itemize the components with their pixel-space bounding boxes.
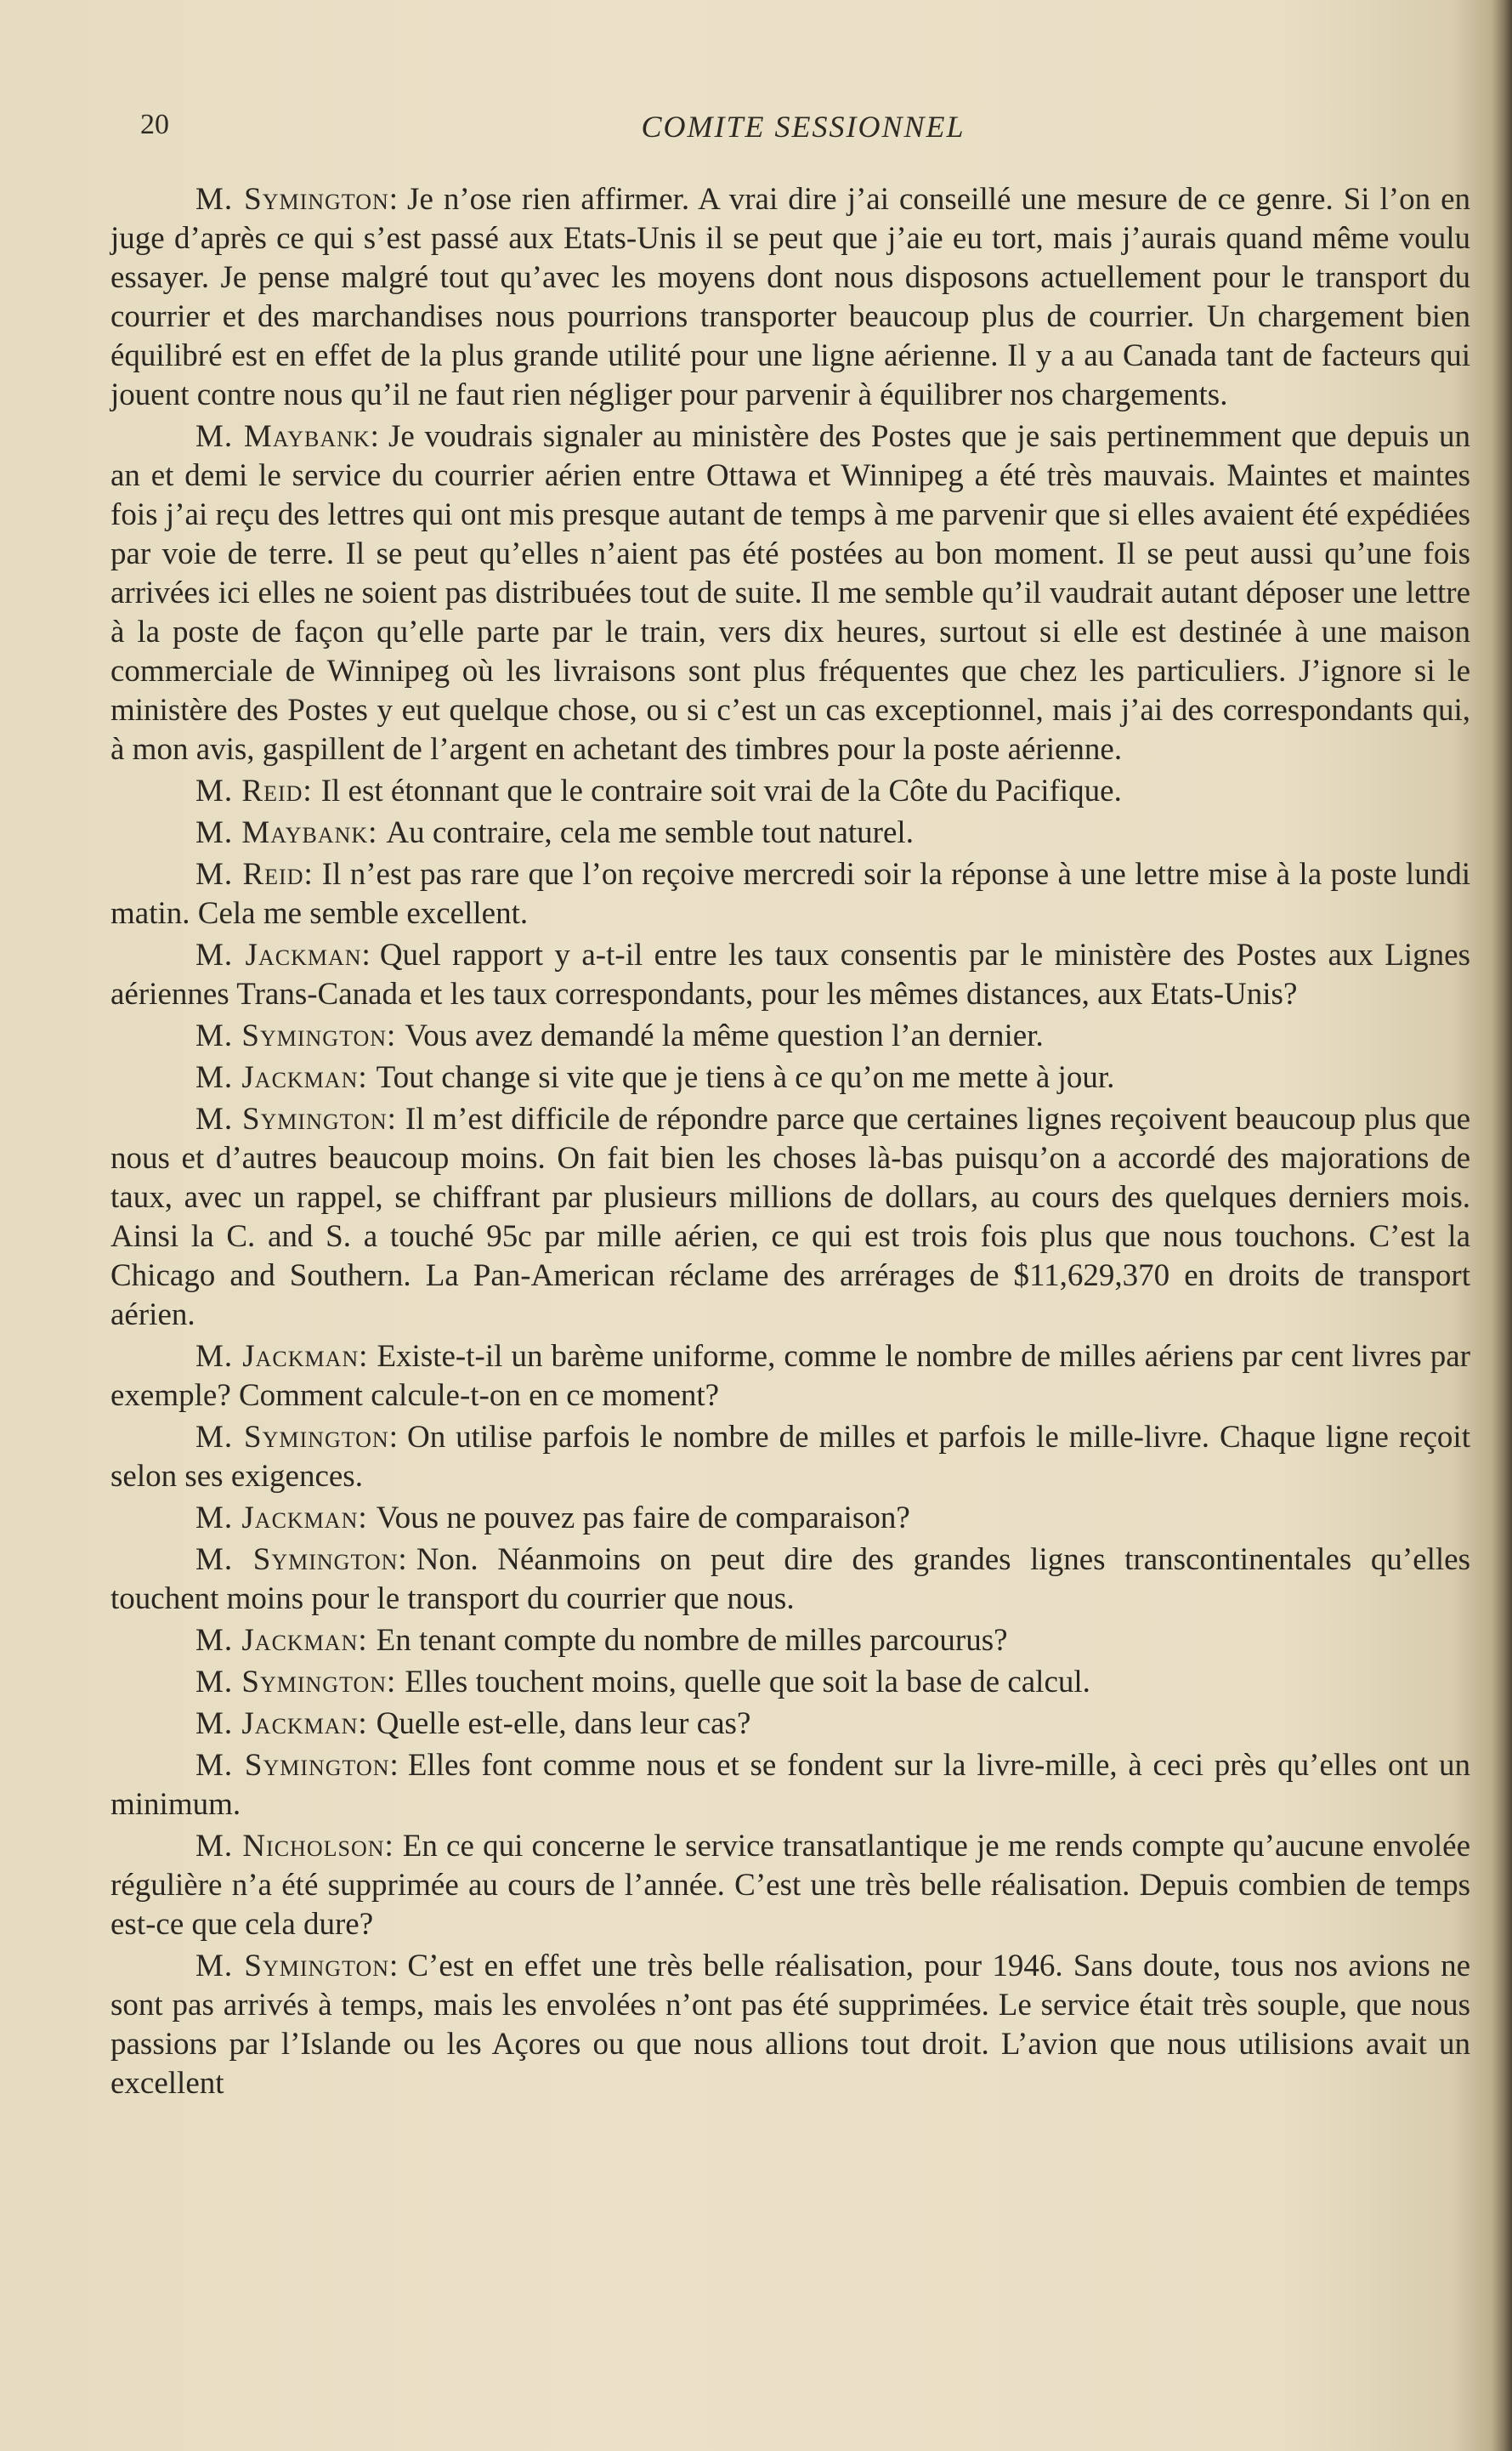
speech-text: Vous ne pouvez pas faire de comparaison? <box>376 1501 910 1535</box>
speech-text: Quel rapport y a-t-il entre les taux consentis par le ministère des Postes aux Lignes aériennes Trans-Canada et les taux correspondants, pour les mêmes distances, aux Etats-Unis? <box>110 938 1470 1012</box>
speaker-name: M. Jackman: <box>195 1339 369 1374</box>
transcript-paragraph <box>110 936 1470 1014</box>
page-number: 20 <box>140 109 169 140</box>
speaker-name: M. Jackman: <box>195 938 371 973</box>
transcript-paragraph <box>110 1017 1470 1056</box>
transcript-paragraph <box>110 1621 1470 1660</box>
speech-text: Je n’ose rien affirmer. A vrai dire j’ai conseillé une mesure de ce genre. Si l’on en juge d’après ce qui s’est passé aux Etats-Unis il se peut que j’aie eu tort, mais j’aurais quand même voulu essayer. Je pense malgré tout qu’avec les moyens dont nous disposons actuellement pour le transport du courrier et des marchandises nous pourrions transporter beaucoup plus de courrier. Un chargement bien équilibré est en effet de la plus grande utilité pour une ligne aérienne. Il y a au Canada tant de facteurs qui jouent contre nous qu’il ne faut rien négliger pour parvenir à équilibrer nos chargements. <box>110 182 1470 412</box>
speech-text: Il est étonnant que le contraire soit vrai de la Côte du Pacifique. <box>320 774 1122 808</box>
speaker-name: M. Symington: <box>195 1420 399 1455</box>
transcript-paragraph <box>110 1663 1470 1702</box>
speech-text: Existe-t-il un barème uniforme, comme le nombre de milles aériens par cent livres par exemple? Comment calcule-t-on en ce moment? <box>110 1339 1470 1413</box>
transcript-paragraph <box>110 1058 1470 1098</box>
speaker-name: M. Symington: <box>195 1949 399 1983</box>
transcript-paragraph <box>110 1540 1470 1619</box>
speech-text: Vous avez demandé la même question l’an dernier. <box>405 1018 1044 1053</box>
speaker-name: M. Jackman: <box>195 1623 368 1658</box>
page-header <box>136 109 1470 160</box>
transcript-paragraph <box>110 1337 1470 1416</box>
speech-text: Non. Néanmoins on peut dire des grandes lignes transcontinentales qu’elles touchent moins pour le transport du courrier que nous. <box>110 1542 1470 1616</box>
speech-text: En ce qui concerne le service transatlantique je me rends compte qu’aucune envolée régulière n’a été supprimée au cours de l’année. C’est une très belle réalisation. Depuis combien de temps est-ce que cela dure? <box>110 1829 1470 1942</box>
speaker-name: M. Maybank: <box>195 815 378 850</box>
transcript-paragraph <box>110 1705 1470 1744</box>
speaker-name: M. Symington: <box>195 1102 397 1137</box>
speaker-name: M. Nicholson: <box>195 1829 394 1864</box>
speech-text: Au contraire, cela me semble tout naturel. <box>386 815 914 850</box>
transcript-paragraph <box>110 1100 1470 1335</box>
transcript-paragraph <box>110 417 1470 769</box>
speech-text: En tenant compte du nombre de milles parcourus? <box>376 1623 1008 1658</box>
speech-text: Quelle est-elle, dans leur cas? <box>376 1706 751 1741</box>
transcript-paragraph <box>110 1418 1470 1496</box>
speech-text: Je voudrais signaler au ministère des Postes que je sais pertinemment que depuis un an et demi le service du courrier aérien entre Ottawa et Winnipeg a été très mauvais. Maintes et maintes fois j’ai reçu des lettres qui ont mis presque autant de temps à me parvenir que si elles avaient été expédiées par voie de terre. Il se peut qu’elles n’aient pas été postées au bon moment. Il se peut aussi qu’une fois arrivées ici elles ne soient pas distribuées tout de suite. Il me semble qu’il vaudrait autant déposer une lettre à la poste de façon qu’elle parte par le train, vers dix heures, surtout si elle est destinée à une maison commerciale de Winnipeg où les livraisons sont plus fréquentes que chez les particuliers. J’ignore si le ministère des Postes y eut quelque chose, ou si c’est un cas exceptionnel, mais j’ai des correspondants qui, à mon avis, gaspillent de l’argent en achetant des timbres pour la poste aérienne. <box>110 419 1470 767</box>
speech-text: Il n’est pas rare que l’on reçoive mercredi soir la réponse à une lettre mise à la poste lundi matin. Cela me semble excellent. <box>110 857 1470 931</box>
transcript-paragraph <box>110 1827 1470 1944</box>
transcript-paragraph <box>110 772 1470 811</box>
transcript-paragraph <box>110 180 1470 415</box>
transcript-paragraph <box>110 1947 1470 2103</box>
speaker-name: M. Reid: <box>195 774 313 808</box>
speaker-name: M. Reid: <box>195 857 314 892</box>
speech-text: Tout change si vite que je tiens à ce qu’on me mette à jour. <box>376 1060 1115 1095</box>
speaker-name: M. Maybank: <box>195 419 380 454</box>
speech-text: On utilise parfois le nombre de milles et parfois le mille-livre. Chaque ligne reçoit selon ses exigences. <box>110 1420 1470 1494</box>
speaker-name: M. Symington: <box>195 182 399 217</box>
speech-text: C’est en effet une très belle réalisation, pour 1946. Sans doute, tous nos avions ne sont pas arrivés à temps, mais les envolées n’ont pas été supprimées. Le service était très souple, que nous passions par l’Islande ou les Açores ou que nous allions tout droit. L’avion que nous utilisions avait un excellent <box>110 1949 1470 2101</box>
speech-text: Elles font comme nous et se fondent sur la livre-mille, à ceci près qu’elles ont un minimum. <box>110 1748 1470 1822</box>
transcript-paragraph <box>110 814 1470 853</box>
speaker-name: M. Symington: <box>195 1542 408 1577</box>
speaker-name: M. Symington: <box>195 1665 397 1699</box>
page-spine-shadow <box>1492 0 1512 2451</box>
running-title: COMITE SESSIONNEL <box>641 110 966 144</box>
transcript-paragraph <box>110 1746 1470 1824</box>
body-text <box>110 180 1470 2106</box>
speaker-name: M. Symington: <box>195 1748 399 1783</box>
speaker-name: M. Symington: <box>195 1018 397 1053</box>
transcript-paragraph <box>110 855 1470 933</box>
speaker-name: M. Jackman: <box>195 1501 368 1535</box>
speaker-name: M. Jackman: <box>195 1706 368 1741</box>
speaker-name: M. Jackman: <box>195 1060 368 1095</box>
speech-text: Il m’est difficile de répondre parce que certaines lignes reçoivent beaucoup plus que nous et d’autres beaucoup moins. On fait bien les choses là-bas puisqu’on a accordé des majorations de taux, avec un rappel, se chiffrant par plusieurs millions de dollars, au cours des quelques derniers mois. Ainsi la C. and S. a touché 95c par mille aérien, ce qui est trois fois plus que nous touchons. C’est la Chicago and Southern. La Pan-American réclame des arrérages de $11,629,370 en droits de transport aérien. <box>110 1102 1471 1332</box>
transcript-paragraph <box>110 1499 1470 1538</box>
speech-text: Elles touchent moins, quelle que soit la base de calcul. <box>405 1665 1090 1699</box>
